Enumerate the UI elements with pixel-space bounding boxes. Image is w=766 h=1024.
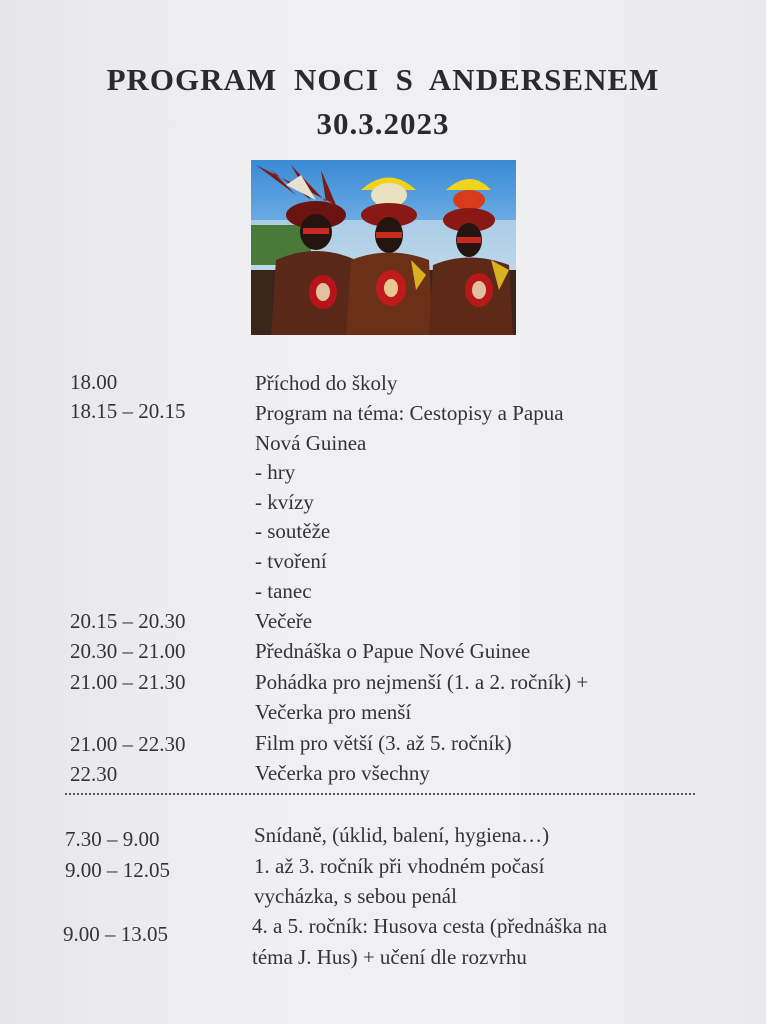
schedule-activity: Příchod do školy	[255, 371, 398, 395]
schedule-time: 20.30 – 21.00	[70, 639, 186, 663]
page-title: PROGRAM NOCI S ANDERSENEM	[106, 62, 660, 97]
schedule-subitem: - kvízy	[255, 490, 314, 514]
schedule-activity: Nová Guinea	[255, 431, 367, 455]
schedule-activity: Film pro větší (3. až 5. ročník)	[255, 731, 512, 755]
schedule-activity: Pohádka pro nejmenší (1. a 2. ročník) +	[255, 670, 589, 694]
schedule-time: 18.15 – 20.15	[70, 399, 186, 423]
schedule-subitem: - hry	[255, 460, 296, 484]
schedule-activity: Program na téma: Cestopisy a Papua	[255, 401, 564, 425]
schedule-time: 9.00 – 12.05	[65, 858, 170, 882]
schedule-time: 21.00 – 21.30	[70, 670, 186, 694]
schedule-time: 22.30	[70, 762, 118, 786]
schedule-activity: Večerka pro všechny	[255, 761, 430, 785]
schedule-activity: Snídaně, (úklid, balení, hygiena…)	[254, 823, 550, 847]
schedule-time: 18.00	[70, 370, 118, 394]
event-date: 30.3.2023	[316, 106, 450, 141]
schedule-time: 20.15 – 20.30	[70, 609, 186, 633]
schedule-activity: Večerka pro menší	[255, 700, 412, 724]
schedule-subitem: - tanec	[255, 579, 312, 603]
schedule-subitem: - tvoření	[255, 549, 327, 573]
schedule-activity: 4. a 5. ročník: Husova cesta (přednáška na	[252, 914, 608, 938]
schedule-activity: Přednáška o Papue Nové Guinee	[255, 639, 531, 663]
schedule-time: 9.00 – 13.05	[63, 922, 168, 946]
dotted-divider	[65, 793, 695, 795]
schedule-activity: Večeře	[255, 609, 313, 633]
schedule-time: 21.00 – 22.30	[70, 732, 186, 756]
schedule-activity: vycházka, s sebou penál	[254, 884, 457, 908]
schedule-activity: téma J. Hus) + učení dle rozvrhu	[252, 945, 527, 969]
schedule-subitem: - soutěže	[255, 519, 331, 543]
schedule-time: 7.30 – 9.00	[65, 827, 160, 851]
schedule-activity: 1. až 3. ročník při vhodném počasí	[254, 854, 545, 878]
papua-dancers-photo	[251, 160, 516, 335]
